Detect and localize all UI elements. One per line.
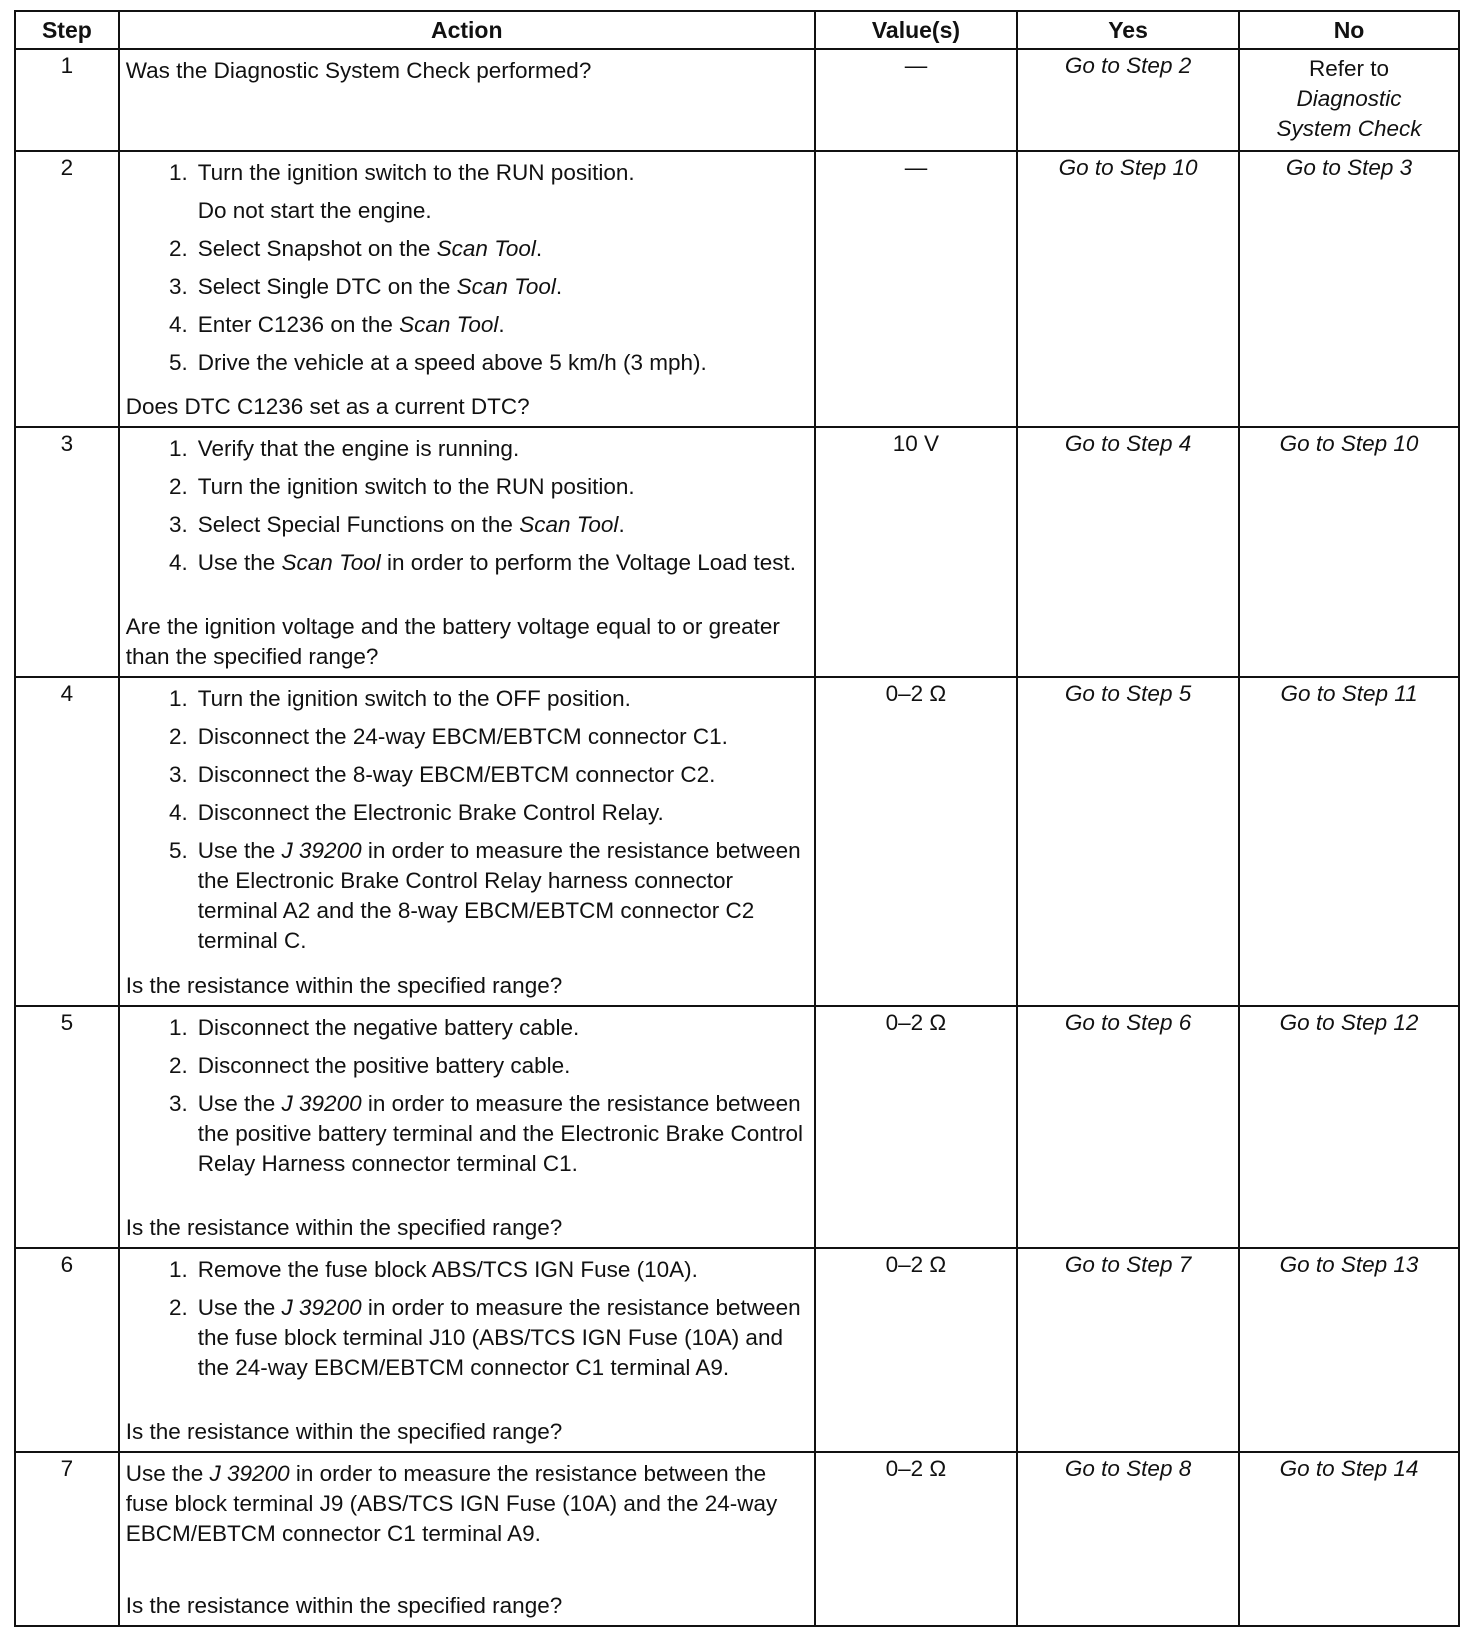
item-number: 5. — [168, 837, 188, 863]
step-list — [126, 1255, 808, 1391]
step-number: 5 — [15, 1006, 119, 1247]
item-text: in order to perform the Voltage Load test. — [380, 550, 797, 576]
action-cell — [119, 677, 815, 1006]
header-no: No — [1239, 11, 1459, 49]
header-row — [15, 11, 1459, 49]
action-cell — [119, 151, 815, 427]
item-text: Select Special Functions on the — [197, 512, 520, 538]
question-text: Does DTC C1236 set as a current DTC? — [125, 394, 530, 420]
step-item — [126, 548, 808, 578]
no-ref-line: System Check — [1276, 116, 1422, 141]
item-text: . — [498, 312, 505, 338]
item-text: Disconnect the 8-way EBCM/EBTCM connector C2. — [197, 761, 716, 787]
value-cell: 0–2 Ω — [815, 1006, 1017, 1247]
no-cell: Go to Step 10 — [1239, 427, 1459, 677]
step-item — [126, 1293, 808, 1383]
header-step: Step — [15, 11, 119, 49]
item-text: Turn the ignition switch to the RUN position. — [197, 474, 635, 500]
yes-cell: Go to Step 6 — [1017, 1006, 1239, 1247]
value-cell: 0–2 Ω — [815, 677, 1017, 1006]
item-number: 2. — [168, 723, 188, 749]
step-row-4 — [15, 677, 1459, 1006]
step-number: 6 — [15, 1248, 119, 1453]
item-number: 2. — [168, 474, 188, 500]
step-row-3 — [15, 427, 1459, 677]
item-tool-name: J 39200 — [281, 1091, 362, 1117]
item-number: 4. — [168, 550, 188, 576]
value-cell: — — [815, 49, 1017, 151]
step-item — [126, 1255, 808, 1285]
item-number: 2. — [168, 236, 188, 262]
step-item — [126, 1051, 808, 1081]
header-values: Value(s) — [815, 11, 1017, 49]
value-cell: — — [815, 151, 1017, 427]
item-text: Turn the ignition switch to the OFF position. — [197, 685, 631, 711]
step-list — [126, 158, 808, 386]
header-yes: Yes — [1017, 11, 1239, 49]
item-text: Use the — [197, 837, 282, 863]
step-item — [126, 1013, 808, 1043]
no-cell: Go to Step 11 — [1239, 677, 1459, 1006]
item-number: 2. — [168, 1294, 188, 1320]
item-text: Disconnect the negative battery cable. — [197, 1015, 580, 1041]
item-tool-name: Scan Tool — [436, 236, 536, 262]
item-number: 3. — [168, 1091, 188, 1117]
no-cell: Go to Step 13 — [1239, 1248, 1459, 1453]
step-number: 3 — [15, 427, 119, 677]
step-list — [126, 434, 808, 586]
item-text: . — [555, 274, 563, 300]
step-row-6 — [15, 1248, 1459, 1453]
step-row-5 — [15, 1006, 1459, 1247]
step-item — [126, 1089, 808, 1179]
item-tool-name: Scan Tool — [281, 550, 381, 576]
item-number: 5. — [168, 350, 188, 376]
item-subtext: Do not start the engine. — [197, 198, 432, 224]
step-row-2 — [15, 151, 1459, 427]
action-paragraph — [126, 1459, 808, 1549]
item-text: . — [618, 512, 625, 538]
step-item — [126, 510, 808, 540]
item-tool-name: Scan Tool — [399, 312, 499, 338]
item-text: Select Single DTC on the — [197, 274, 457, 300]
step-item — [126, 836, 808, 956]
item-text: Use the — [197, 1091, 282, 1117]
item-text: Disconnect the 24-way EBCM/EBTCM connector C1. — [197, 723, 728, 749]
step-item — [126, 158, 808, 226]
item-text: in order to measure the resistance between the Electronic Brake Control Relay harness connector terminal A2 and the 8-way EBCM/EBTCM connector C2 terminal C. — [197, 837, 801, 953]
item-tool-name: Scan Tool — [456, 274, 556, 300]
item-number: 1. — [168, 685, 188, 711]
question-text: Was the Diagnostic System Check performed? — [125, 58, 592, 83]
item-number: 1. — [168, 1015, 188, 1041]
step-item — [126, 472, 808, 502]
item-number: 3. — [168, 512, 188, 538]
yes-cell: Go to Step 7 — [1017, 1248, 1239, 1453]
item-text: . — [535, 236, 543, 262]
item-number: 1. — [168, 160, 188, 186]
header-action: Action — [119, 11, 815, 49]
step-number: 7 — [15, 1452, 119, 1626]
step-list — [126, 684, 808, 964]
item-text: Use the — [197, 550, 282, 576]
yes-cell: Go to Step 2 — [1017, 49, 1239, 151]
step-item — [126, 310, 808, 340]
item-number: 4. — [168, 312, 188, 338]
yes-cell: Go to Step 8 — [1017, 1452, 1239, 1626]
action-cell — [119, 1248, 815, 1453]
step-item — [126, 722, 808, 752]
item-number: 3. — [168, 274, 188, 300]
item-number: 1. — [168, 436, 188, 462]
yes-cell: Go to Step 10 — [1017, 151, 1239, 427]
value-cell: 0–2 Ω — [815, 1248, 1017, 1453]
item-text: Disconnect the positive battery cable. — [197, 1053, 571, 1079]
item-text: Drive the vehicle at a speed above 5 km/h (3 mph). — [197, 350, 707, 376]
action-cell — [119, 1006, 815, 1247]
value-cell: 10 V — [815, 427, 1017, 677]
no-cell: Go to Step 3 — [1239, 151, 1459, 427]
item-tool-name: J 39200 — [281, 1294, 362, 1320]
item-text: in order to measure the resistance between the fuse block terminal J10 (ABS/TCS IGN Fuse (10A) and the 24-way EBCM/EBTCM connector C1 terminal A9. — [197, 1294, 801, 1380]
value-cell: 0–2 Ω — [815, 1452, 1017, 1626]
step-number: 1 — [15, 49, 119, 151]
question-text: Is the resistance within the specified range? — [125, 1419, 563, 1445]
no-ref-line: Refer to — [1309, 56, 1390, 81]
step-item — [126, 684, 808, 714]
no-ref-line: Diagnostic — [1296, 86, 1402, 111]
step-item — [126, 798, 808, 828]
question-text: Is the resistance within the specified range? — [125, 973, 563, 999]
yes-cell: Go to Step 4 — [1017, 427, 1239, 677]
step-number: 4 — [15, 677, 119, 1006]
step-item — [126, 434, 808, 464]
item-text: Disconnect the Electronic Brake Control Relay. — [197, 799, 664, 825]
step-list — [126, 1013, 808, 1187]
question-text: Is the resistance within the specified range? — [125, 1214, 563, 1240]
step-item — [126, 272, 808, 302]
para-text: Use the — [125, 1461, 210, 1487]
question-text: Is the resistance within the specified range? — [125, 1593, 563, 1618]
step-item — [126, 234, 808, 264]
item-text: Verify that the engine is running. — [197, 436, 520, 462]
item-text: in order to measure the resistance between the positive battery terminal and the Electronic Brake Control Relay Harness connector terminal C1. — [197, 1091, 804, 1177]
step-row-1 — [15, 49, 1459, 151]
item-tool-name: Scan Tool — [519, 512, 619, 538]
action-cell — [119, 49, 815, 151]
action-cell — [119, 427, 815, 677]
para-tool-name: J 39200 — [209, 1461, 290, 1487]
step-item — [126, 348, 808, 378]
step-item — [126, 760, 808, 790]
item-text: Remove the fuse block ABS/TCS IGN Fuse (10A). — [197, 1256, 698, 1282]
no-cell: Go to Step 12 — [1239, 1006, 1459, 1247]
item-number: 2. — [168, 1053, 188, 1079]
no-cell: Go to Step 14 — [1239, 1452, 1459, 1626]
yes-cell: Go to Step 5 — [1017, 677, 1239, 1006]
action-cell — [119, 1452, 815, 1626]
item-number: 1. — [168, 1256, 188, 1282]
question-text: Are the ignition voltage and the battery voltage equal to or greater than the specified range? — [125, 613, 780, 669]
no-cell — [1239, 49, 1459, 151]
item-text: Use the — [197, 1294, 282, 1320]
step-number: 2 — [15, 151, 119, 427]
para-text: in order to measure the resistance between the fuse block terminal J9 (ABS/TCS IGN Fuse (10A) and the 24-way EBCM/EBTCM connector C1 terminal A9. — [125, 1461, 778, 1547]
item-number: 4. — [168, 799, 188, 825]
diagnostic-table — [14, 10, 1460, 1627]
item-number: 3. — [168, 761, 188, 787]
step-row-7 — [15, 1452, 1459, 1626]
item-text: Select Snapshot on the — [197, 236, 437, 262]
item-tool-name: J 39200 — [281, 837, 362, 863]
item-text: Turn the ignition switch to the RUN position. — [197, 160, 635, 186]
item-text: Enter C1236 on the — [197, 312, 400, 338]
